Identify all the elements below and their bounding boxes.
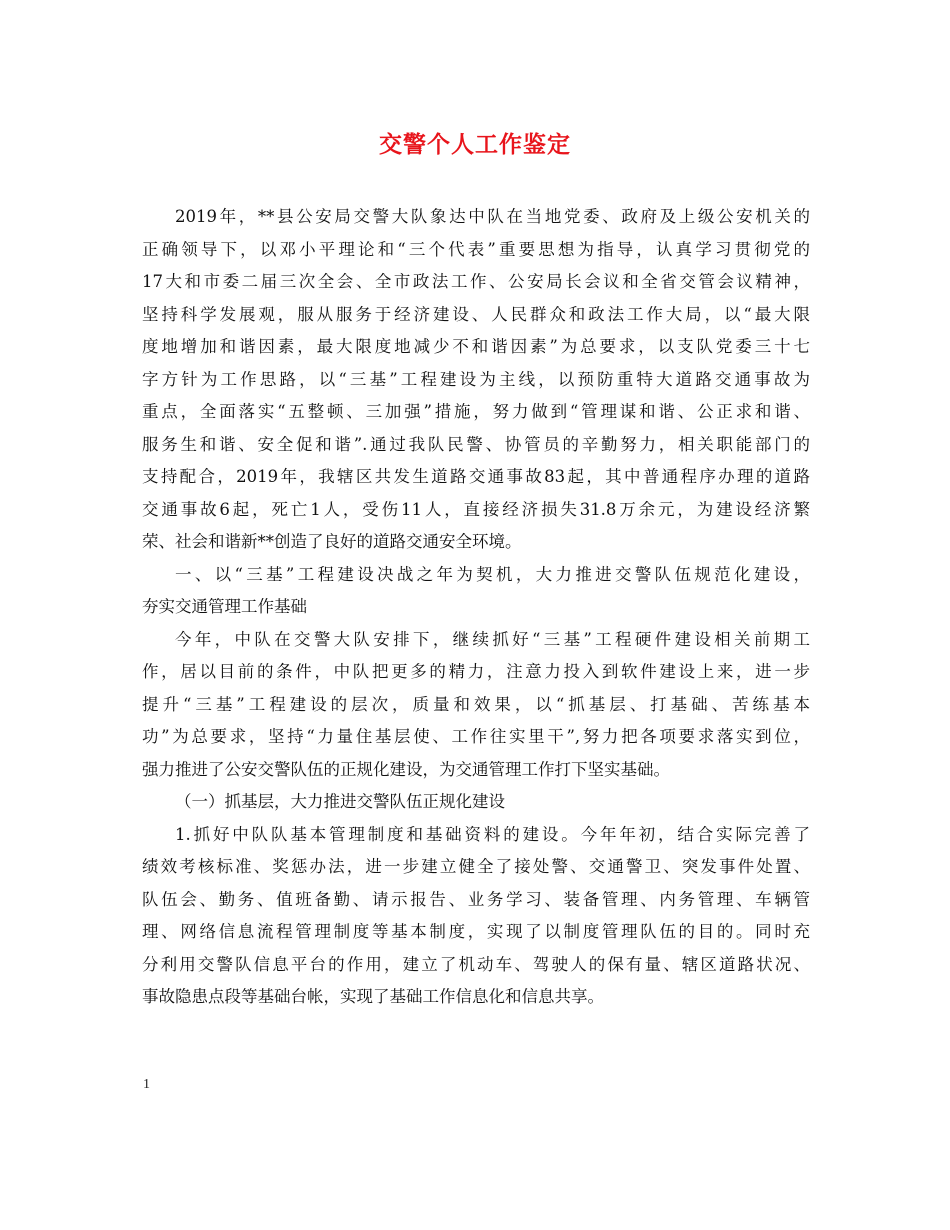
text-line: 交通事故6起，死亡1人，受伤11人，直接经济损失31.8万余元，为建设经济繁 <box>142 499 810 519</box>
document-body <box>142 201 810 1014</box>
text-line: 今年，中队在交警大队安排下，继续抓好“三基”工程硬件建设相关前期工 <box>175 629 810 649</box>
text-line: 度地增加和谐因素，最大限度地减少不和谐因素”为总要求，以支队党委三十七 <box>142 337 810 356</box>
text-line: 功”为总要求，坚持“力量住基层使、工作往实里干”,努力把各项要求落实到位， <box>142 727 810 746</box>
text-line: 荣、社会和谐新**创造了良好的道路交通安全环境。 <box>142 532 522 551</box>
text-line: 绩效考核标准、奖惩办法，进一步建立健全了接处警、交通警卫、突发事件处置、 <box>142 857 810 876</box>
text-line: 服务生和谐、安全促和谐”.通过我队民警、协管员的辛勤努力，相关职能部门的 <box>142 434 810 454</box>
document-title: 交警个人工作鉴定 <box>379 131 571 158</box>
text-line: 支持配合，2019年，我辖区共发生道路交通事故83起，其中普通程序办理的道路 <box>142 467 810 486</box>
text-line: 队伍会、勤务、值班备勤、请示报告、业务学习、装备管理、内务管理、车辆管 <box>142 889 810 909</box>
text-line: 1.抓好中队队基本管理制度和基础资料的建设。今年年初，结合实际完善了 <box>175 824 810 844</box>
subsection-heading-1 <box>142 786 810 819</box>
text-line: 重点，全面落实“五整顿、三加强”措施，努力做到“管理谋和谐、公正求和谐、 <box>142 402 810 421</box>
text-line: 理、网络信息流程管理制度等基本制度，实现了以制度管理队伍的目的。同时充 <box>142 922 810 941</box>
paragraph-section-1 <box>142 624 810 787</box>
text-line: 作，居以目前的条件，中队把更多的精力，注意力投入到软件建设上来，进一步 <box>142 662 810 681</box>
text-line: 强力推进了公安交警队伍的正规化建设，为交通管理工作打下坚实基础。 <box>142 759 670 779</box>
text-line: 事故隐患点段等基础台帐，实现了基础工作信息化和信息共享。 <box>142 987 604 1006</box>
text-line: 坚持科学发展观，服从服务于经济建设、人民群众和政法工作大局，以“最大限 <box>142 304 810 324</box>
page-number: 1 <box>143 1077 150 1092</box>
paragraph-intro <box>142 201 810 559</box>
text-line: 分利用交警队信息平台的作用，建立了机动车、驾驶人的保有量、辖区道路状况、 <box>142 954 810 974</box>
text-line: 正确领导下，以邓小平理论和“三个代表”重要思想为指导，认真学习贯彻党的 <box>142 239 810 259</box>
text-line: 一、以“三基”工程建设决战之年为契机，大力推进交警队伍规范化建设， <box>175 564 810 584</box>
text-line: 17大和市委二届三次全会、全市政法工作、公安局长会议和全省交管会议精神， <box>142 272 810 291</box>
text-line: （一）抓基层，大力推进交警队伍正规化建设 <box>175 792 505 811</box>
section-heading-1 <box>142 559 810 624</box>
text-line: 2019年，**县公安局交警大队象达中队在当地党委、政府及上级公安机关的 <box>175 207 810 226</box>
text-line: 字方针为工作思路，以“三基”工程建设为主线，以预防重特大道路交通事故为 <box>142 369 810 389</box>
text-line: 夯实交通管理工作基础 <box>142 597 307 616</box>
text-line: 提升“三基”工程建设的层次，质量和效果，以“抓基层、打基础、苦练基本 <box>142 694 810 714</box>
paragraph-item-1 <box>142 819 810 1014</box>
